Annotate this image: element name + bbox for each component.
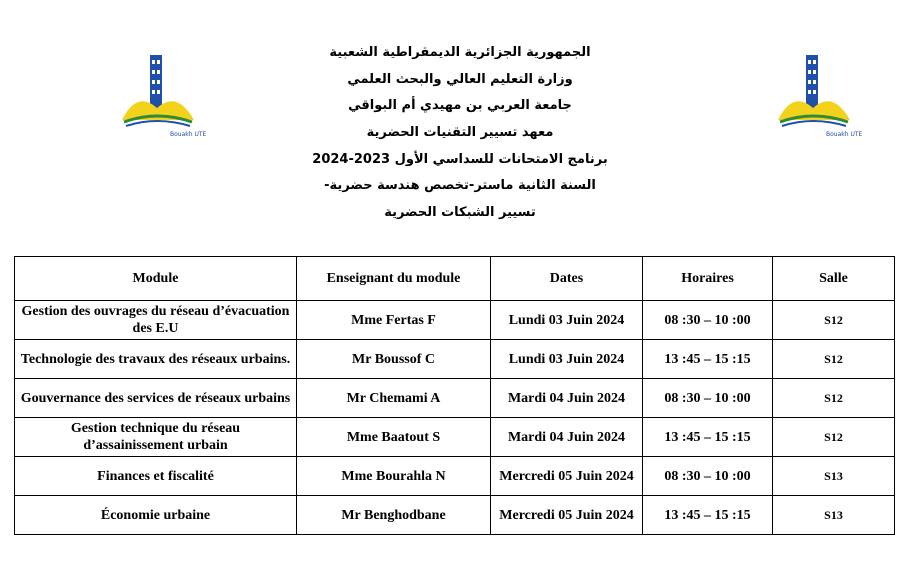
- teacher-cell: Mme Bourahla N: [297, 457, 491, 496]
- university-logo-left: [112, 50, 207, 140]
- column-header-teacher: Enseignant du module: [297, 257, 491, 301]
- column-header-room: Salle: [773, 257, 895, 301]
- table-row: [15, 418, 895, 457]
- time-cell: 13 :45 – 15 :15: [643, 496, 773, 535]
- header-year-specialty: السنة الثانية ماستر-تخصص هندسة حضرية-: [324, 178, 596, 194]
- column-header-module: Module: [15, 257, 297, 301]
- header-institute: معهد تسيير التقنيات الحضرية: [366, 125, 554, 141]
- svg-text:Bouakh UTE: Bouakh UTE: [170, 131, 207, 138]
- room-cell: S13: [773, 457, 895, 496]
- time-cell: 08 :30 – 10 :00: [643, 457, 773, 496]
- header-option: تسيير الشبكات الحضرية: [384, 205, 536, 221]
- module-cell: Finances et fiscalité: [15, 457, 297, 496]
- teacher-cell: Mr Chemami A: [297, 379, 491, 418]
- date-cell: Mardi 04 Juin 2024: [491, 379, 643, 418]
- table-row: [15, 301, 895, 340]
- room-cell: S13: [773, 496, 895, 535]
- time-cell: 13 :45 – 15 :15: [643, 418, 773, 457]
- table-header-row: [15, 257, 895, 301]
- header-ministry: وزارة التعليم العالي والبحث العلمي: [347, 71, 573, 87]
- column-header-dates: Dates: [491, 257, 643, 301]
- module-cell: Gestion technique du réseau d’assainissement urbain: [15, 418, 297, 457]
- date-cell: Mardi 04 Juin 2024: [491, 418, 643, 457]
- table-row: [15, 379, 895, 418]
- room-cell: S12: [773, 340, 895, 379]
- exam-schedule-table: [14, 256, 895, 535]
- module-cell: Gestion des ouvrages du réseau d’évacuation des E.U: [15, 301, 297, 340]
- header-university: جامعة العربي بن مهيدي أم البواقي: [348, 98, 572, 114]
- date-cell: Lundi 03 Juin 2024: [491, 340, 643, 379]
- header-republic: الجمهورية الجزائرية الديمقراطية الشعبية: [329, 45, 591, 60]
- teacher-cell: Mr Boussof C: [297, 340, 491, 379]
- university-logo-right: [768, 50, 863, 140]
- time-cell: 08 :30 – 10 :00: [643, 379, 773, 418]
- time-cell: 08 :30 – 10 :00: [643, 301, 773, 340]
- document-header: [200, 40, 720, 227]
- room-cell: S12: [773, 379, 895, 418]
- column-header-hours: Horaires: [643, 257, 773, 301]
- date-cell: Mercredi 05 Juin 2024: [491, 496, 643, 535]
- module-cell: Technologie des travaux des réseaux urbains.: [15, 340, 297, 379]
- time-cell: 13 :45 – 15 :15: [643, 340, 773, 379]
- teacher-cell: Mme Baatout S: [297, 418, 491, 457]
- svg-text:Bouakh UTE: Bouakh UTE: [826, 131, 863, 138]
- table-row: [15, 496, 895, 535]
- room-cell: S12: [773, 418, 895, 457]
- teacher-cell: Mr Benghodbane: [297, 496, 491, 535]
- room-cell: S12: [773, 301, 895, 340]
- module-cell: Gouvernance des services de réseaux urbains: [15, 379, 297, 418]
- table-row: [15, 457, 895, 496]
- header-exam-program: برنامج الامتحانات للسداسي الأول 2023-2024: [312, 151, 608, 167]
- date-cell: Lundi 03 Juin 2024: [491, 301, 643, 340]
- module-cell: Économie urbaine: [15, 496, 297, 535]
- teacher-cell: Mme Fertas F: [297, 301, 491, 340]
- table-row: [15, 340, 895, 379]
- date-cell: Mercredi 05 Juin 2024: [491, 457, 643, 496]
